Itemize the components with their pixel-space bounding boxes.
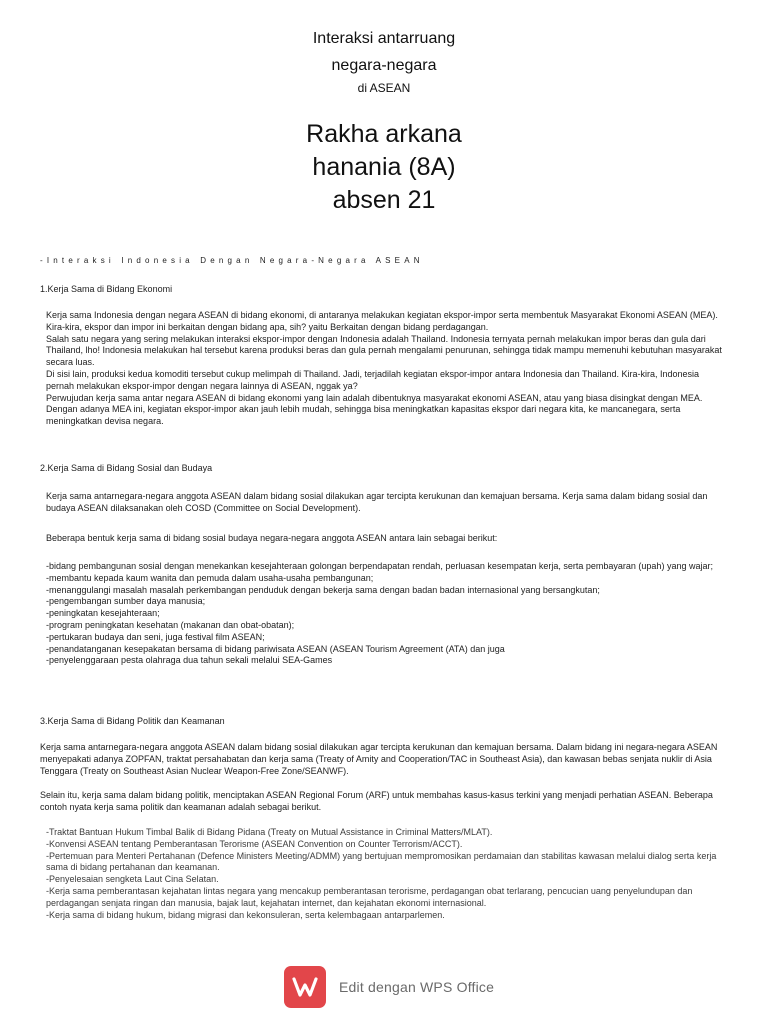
section-heading-politics: 3.Kerja Sama di Bidang Politik dan Keamanan [40, 716, 225, 726]
section-heading-economy: 1.Kerja Sama di Bidang Ekonomi [40, 284, 173, 294]
section-social-lead [46, 533, 726, 545]
wps-watermark-text: Edit dengan WPS Office [339, 979, 495, 995]
wps-office-logo-icon [284, 966, 326, 1008]
list-item: -program peningkatan kesehatan (makanan dan obat-obatan); [46, 619, 295, 630]
list-item: -pertukaran budaya dan seni, juga festival film ASEAN; [46, 631, 265, 642]
list-item: -pengembangan sumber daya manusia; [46, 596, 206, 607]
author-name-line: Rakha arkana [306, 120, 462, 148]
paragraph: Beberapa bentuk kerja sama di bidang sosial budaya negara-negara anggota ASEAN antara lain sebagai berikut: [46, 533, 498, 543]
wps-w-glyph-icon [291, 973, 319, 1001]
author-number-line: absen 21 [332, 186, 436, 214]
list-item: -membantu kepada kaum wanita dan pemuda dalam usaha-usaha pembangunan; [46, 572, 374, 583]
section-politics-intro [40, 742, 730, 777]
wps-watermark[interactable] [284, 966, 494, 1008]
social-cooperation-list [46, 561, 726, 667]
list-item: -penyelenggaraan pesta olahraga dua tahun sekali melalui SEA-Games [46, 655, 333, 666]
paragraph: Kerja sama antarnegara-negara anggota ASEAN dalam bidang sosial dilakukan agar tercipta kerukunan dan kemajuan bersama. Kerja sama dalam bidang sosial dan budaya ASEAN dilaksanakan oleh COSD (Committee on Social Development). [46, 491, 708, 513]
paragraph: Kerja sama Indonesia dengan negara ASEAN di bidang ekonomi, di antaranya melakukan kegiatan ekspor-impor serta membentuk Masyarakat Ekonomi ASEAN (MEA). Kira-kira, ekspor dan impor ini berkaitan dengan bidang apa, sih? yaitu Berkaitan dengan bidang perdagangan. [46, 310, 718, 332]
list-item: -Penyelesaian sengketa Laut Cina Selatan. [46, 874, 219, 885]
paragraph: Perwujudan kerja sama antar negara ASEAN di bidang ekonomi yang lain adalah dibentuknya masyarakat ekonomi ASEAN, atau yang biasa disingkat dengan MEA. Dengan adanya MEA ini, kegiatan ekspor-impor akan jauh lebih mudah, sehingga bisa meningkatkan kapasitas ekspor dari negara kita, ke mancanegara, serta meningkatkan devisa negara. [46, 392, 703, 427]
list-item: -peningkatan kesejahteraan; [46, 608, 160, 619]
list-item: -Kerja sama di bidang hukum, bidang migrasi dan kekonsuleran, serta kelembagaan antarparlemen. [46, 909, 445, 920]
list-item: -Pertemuan para Menteri Pertahanan (Defence Ministers Meeting/ADMM) yang bertujuan mempromosikan perdamaian dan stabilitas kawasan melalui dialog serta kerja sama di bidang pertahanan dan keamanan. [46, 850, 717, 873]
paragraph: Selain itu, kerja sama dalam bidang politik, menciptakan ASEAN Regional Forum (ARF) untuk membahas kasus-kasus terkini yang menjadi perhatian ASEAN. Beberapa contoh nyata kerja sama politik dan keamanan adalah sebagai berikut. [40, 790, 713, 812]
title-line-3: di ASEAN [357, 81, 411, 95]
list-item: -Konvensi ASEAN tentang Pemberantasan Terorisme (ASEAN Convention on Counter Terrorism/ACCT). [46, 838, 463, 849]
list-item: -Kerja sama pemberantasan kejahatan lintas negara yang mencakup pemberantasan terorisme, perdagangan obat terlarang, pencucian uang penyelundupan dan perdagangan senjata ringan dan manusia, bajak laut, kejahatan internet, dan kejahatan ekonomi internasional. [46, 885, 693, 908]
list-item: -bidang pembangunan sosial dengan menekankan kesejahteraan golongan berpendapatan rendah, perluasan kesempatan kerja, serta pembayaran (upah) yang wajar; [46, 561, 713, 571]
politics-cooperation-list [46, 827, 726, 921]
main-heading: -Interaksi Indonesia Dengan Negara-Negara ASEAN [40, 256, 424, 265]
list-item: -menanggulangi masalah masalah perkembangan penduduk dengan bekerja sama dengan badan badan internasional yang bersangkutan; [46, 584, 600, 595]
section-social-intro [46, 491, 726, 515]
title-line-1: Interaksi antarruang [312, 30, 456, 47]
author-class-line: hanania (8A) [312, 153, 456, 181]
title-line-2: negara-negara [331, 57, 437, 74]
section-economy-body [46, 310, 726, 428]
section-politics-lead [40, 790, 730, 814]
list-item: -penandatanganan kesepakatan bersama di bidang pariwisata ASEAN (ASEAN Tourism Agreement (ATA) dan juga [46, 643, 505, 654]
section-heading-social: 2.Kerja Sama di Bidang Sosial dan Budaya [40, 463, 213, 473]
list-item: -Traktat Bantuan Hukum Timbal Balik di Bidang Pidana (Treaty on Mutual Assistance in Criminal Matters/MLAT). [46, 827, 493, 837]
paragraph: Kerja sama antarnegara-negara anggota ASEAN dalam bidang sosial dilakukan agar tercipta kerukunan dan kemajuan bersama. Dalam bidang ini negara-negara ASEAN menyepakati adanya ZOPFAN, traktat persahabatan dan kerja sama (Treaty of Amity and Cooperation/TAC in Southeast Asia), dan kawasan bebas senjata nuklir di Asia Tenggara (Treaty on Southeast Asian Nuclear Weapon-Free Zone/SEANWF). [40, 742, 718, 776]
paragraph: Di sisi lain, produksi kedua komoditi tersebut cukup melimpah di Thailand. Jadi, terjadilah kegiatan ekspor-impor antara Indonesia dan Thailand. Kira-kira, Indonesia pernah melakukan ekspor-impor dengan negara lainnya di ASEAN, nggak ya? [46, 368, 700, 391]
paragraph: Salah satu negara yang sering melakukan interaksi ekspor-impor dengan Indonesia adalah Thailand. Indonesia ternyata pernah melakukan impor beras dan gula dari Thailand, lho! Indonesia melakukan hal tersebut karena produksi beras dan gula pernah mengalami penurunan, sehingga tidak mampu memenuhi kebutuhan masyarakat secara luas. [46, 333, 722, 368]
